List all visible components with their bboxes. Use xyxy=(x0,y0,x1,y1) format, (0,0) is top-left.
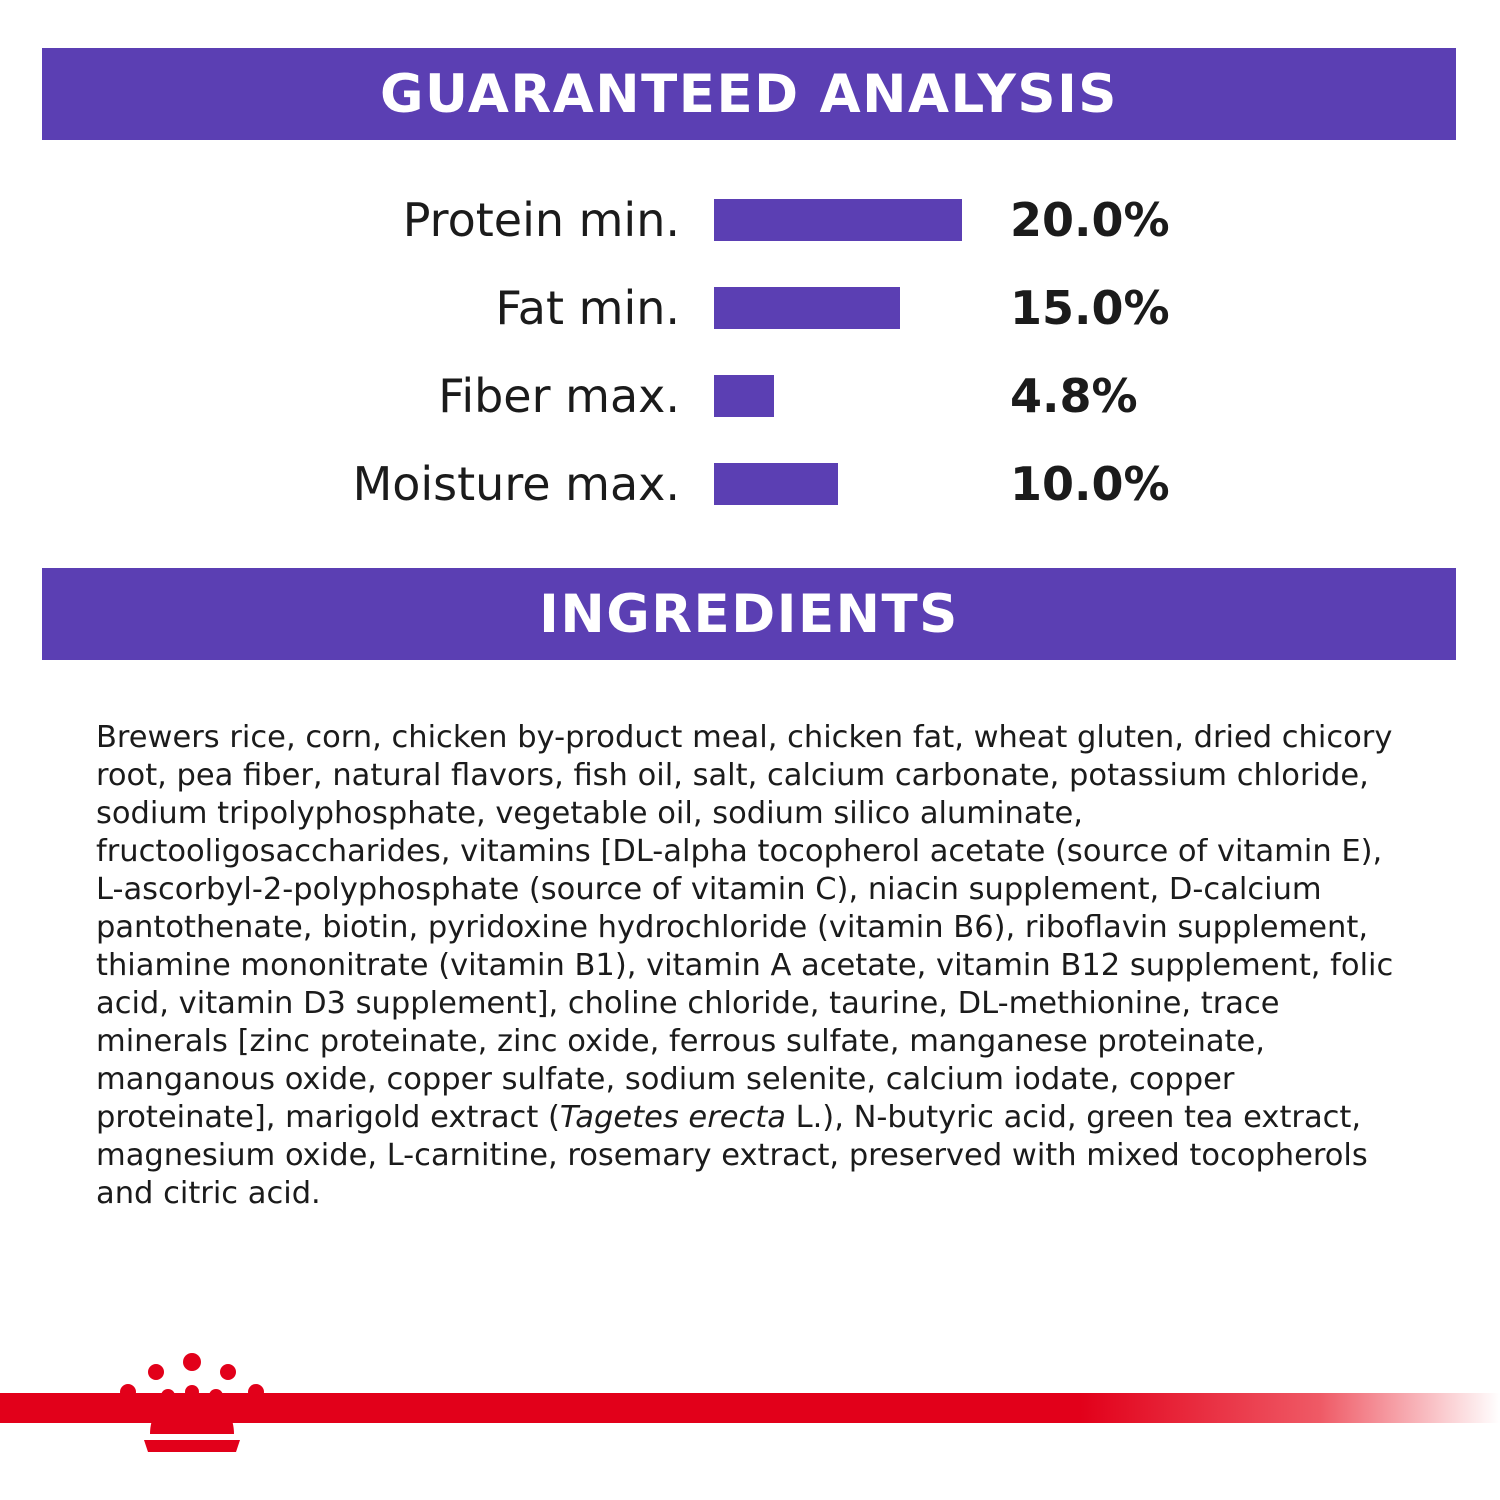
ingredients-header xyxy=(42,568,1456,660)
table-row xyxy=(42,440,1456,528)
bar-track-fat xyxy=(714,287,984,329)
bar-fill-fiber xyxy=(714,375,774,417)
bar-fill-fat xyxy=(714,287,900,329)
bar-track-protein xyxy=(714,199,984,241)
nutrient-label-moisture: Moisture max. xyxy=(352,457,680,511)
bar-track-moisture xyxy=(714,463,984,505)
table-row xyxy=(42,176,1456,264)
nutrient-value-moisture: 10.0% xyxy=(1010,457,1170,511)
nutrient-label-protein: Protein min. xyxy=(402,193,680,247)
ingredients-paragraph xyxy=(96,719,1406,1213)
royal-crown-icon xyxy=(104,1352,280,1464)
nutrient-value-fiber: 4.8% xyxy=(1010,369,1138,423)
guaranteed-analysis-header xyxy=(42,48,1456,140)
nutrient-value-protein: 20.0% xyxy=(1010,193,1170,247)
bar-fill-moisture xyxy=(714,463,838,505)
table-row xyxy=(42,352,1456,440)
nutrient-label-fiber: Fiber max. xyxy=(438,369,680,423)
ingredients-text-part2: L.), N-butyric acid, green tea extract, magnesium oxide, L-carnitine, rosemary extract, preserved with mixed tocopherols and citric acid. xyxy=(96,1099,1368,1211)
bar-fill-protein xyxy=(714,199,962,241)
nutrient-label-fat: Fat min. xyxy=(495,281,680,335)
nutrient-value-fat: 15.0% xyxy=(1010,281,1170,335)
ingredients-text-italic: Tagetes erecta xyxy=(559,1099,786,1135)
guaranteed-analysis-title: GUARANTEED ANALYSIS xyxy=(380,63,1118,125)
table-row xyxy=(42,264,1456,352)
bar-track-fiber xyxy=(714,375,984,417)
guaranteed-analysis-chart xyxy=(42,176,1456,528)
ingredients-title: INGREDIENTS xyxy=(539,583,959,645)
ingredients-text-part1: Brewers rice, corn, chicken by-product meal, chicken fat, wheat gluten, dried chicory root, pea fiber, natural flavors, fish oil, salt, calcium carbonate, potassium chloride, sodium tripolyphosphate, vegetable oil, sodium silico aluminate, fructooligosaccharides, vitamins [DL-alpha tocopherol acetate (source of vitamin E), L-ascorbyl-2-polyphosphate (source of vitamin C), niacin supplement, D-calcium pantothenate, biotin, pyridoxine hydrochloride (vitamin B6), riboflavin supplement, thiamine mononitrate (vitamin B1), vitamin A acetate, vitamin B12 supplement, folic acid, vitamin D3 supplement], choline chloride, taurine, DL-methionine, trace minerals [zinc proteinate, zinc oxide, ferrous sulfate, manganese proteinate, manganous oxide, copper sulfate, sodium selenite, calcium iodate, copper proteinate], marigold extract ( xyxy=(96,719,1394,1135)
